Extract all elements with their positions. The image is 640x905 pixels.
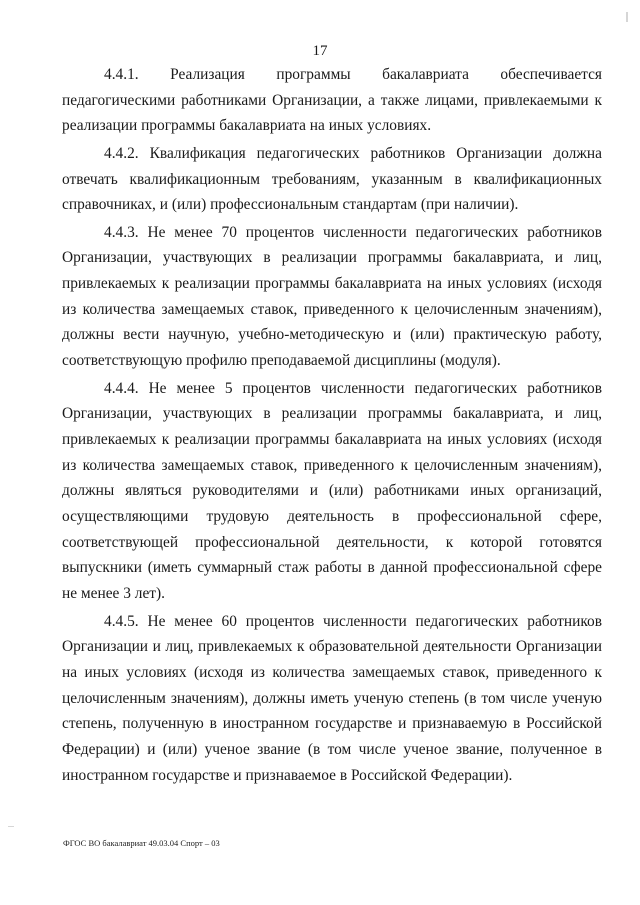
paragraph-4-4-4: 4.4.4. Не менее 5 процентов численности педагогических работников Организации, участвующих в реализации программы бакалавриата, и лиц, привлекаемых к реализации программы бакалавриата на иных условиях (исходя из количества замещаемых ставок, приведенного к целочисленным значениям), должны являться руководителями и (или) работниками иных организаций, осуществляющими трудовую деятельность в профессиональной сфере, соответствующей профессиональной деятельности, к которой готовятся выпускники (иметь суммарный стаж работы в данной профессиональной сфере не менее 3 лет). — [62, 379, 602, 603]
scan-artifact-left — [8, 826, 14, 827]
scan-artifact-top — [626, 12, 628, 22]
document-footer: ФГОС ВО бакалавриат 49.03.04 Спорт – 03 — [63, 838, 220, 848]
paragraph-4-4-2: 4.4.2. Квалификация педагогических работников Организации должна отвечать квалификационным требованиям, указанным в квалификационных справочниках, и (или) профессиональным стандартам (при наличии). — [62, 144, 602, 214]
paragraph-4-4-5: 4.4.5. Не менее 60 процентов численности педагогических работников Организации и лиц, привлекаемых к образовательной деятельности Организации на иных условиях (исходя из количества замещаемых ставок, приведенного к целочисленным значениям), должны иметь ученую степень (в том числе ученую степень, полученную в иностранном государстве и признаваемую в Российской Федерации) и (или) ученое звание (в том числе ученое звание, полученное в иностранном государстве и признаваемое в Российской Федерации). — [62, 612, 602, 784]
paragraph-4-4-3: 4.4.3. Не менее 70 процентов численности педагогических работников Организации, участвующих в реализации программы бакалавриата, и лиц, привлекаемых к реализации программы бакалавриата на иных условиях (исходя из количества замещаемых ставок, приведенного к целочисленным значениям), должны вести научную, учебно-методическую и (или) практическую работу, соответствующую профилю преподаваемой дисциплины (модуля). — [62, 223, 602, 370]
page-number: 17 — [312, 43, 328, 59]
document-body — [62, 62, 602, 790]
paragraph-4-4-1: 4.4.1. Реализация программы бакалавриата обеспечивается педагогическими работниками Организации, а также лицами, привлекаемыми к реализации программы бакалавриата на иных условиях. — [62, 66, 602, 135]
